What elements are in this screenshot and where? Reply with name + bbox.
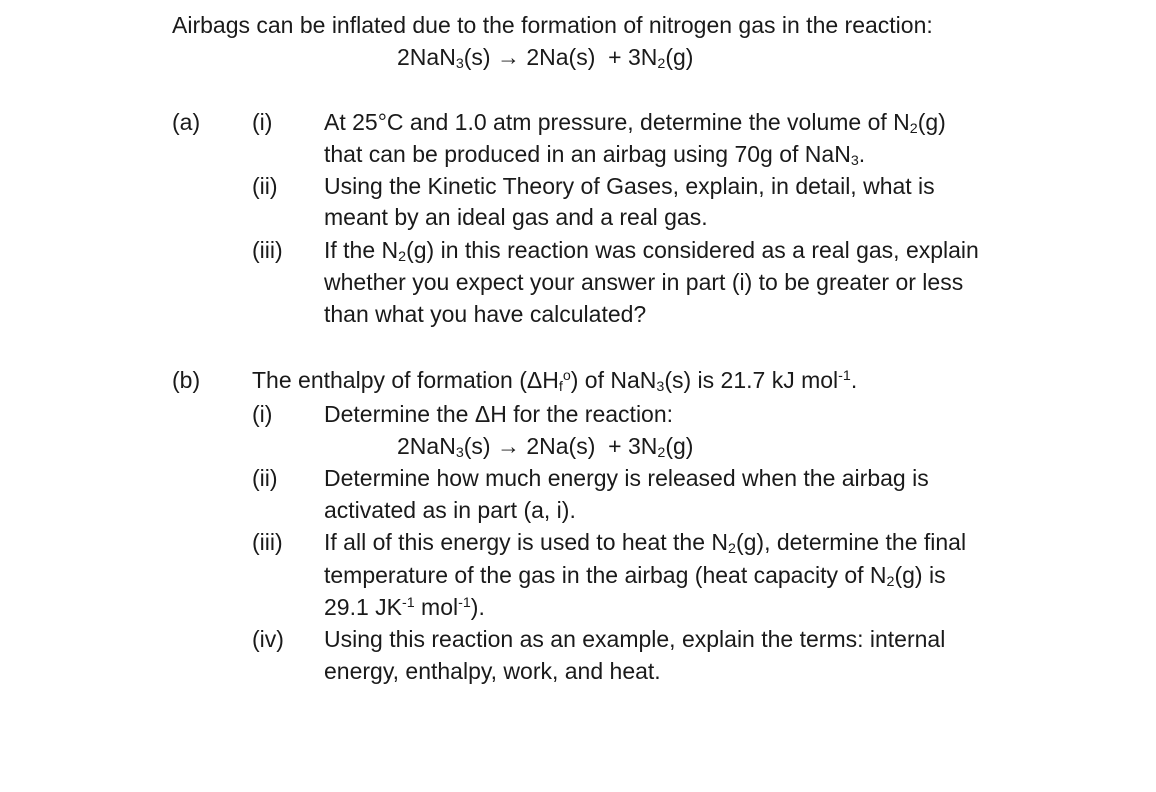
part-a-iii-line3: than what you have calculated? [324, 301, 647, 327]
part-b-iii-num: (iii) [252, 529, 283, 555]
part-b-intro: The enthalpy of formation $(\Delta H_f^o)$ of NaN$_3$(s) is 21.7 kJ mol$^{-1}$. [252, 367, 858, 396]
intro-text: Airbags can be inflated due to the formation of nitrogen gas in the reaction: [172, 12, 933, 38]
eq-product-sodium: 2Na(s) [526, 44, 596, 70]
part-a-ii-num: (ii) [252, 173, 278, 199]
part-b-iv-line2: energy, enthalpy, work, and heat. [324, 658, 661, 684]
reaction-equation-repeat [397, 433, 694, 462]
part-a-i-line1: At 25°C and 1.0 atm pressure, determine the volume of $N_2(g)$ [324, 109, 946, 138]
part-b-iii-line2: temperature of the gas in the airbag (heat capacity of $N_2(g)$ is [324, 562, 946, 591]
part-b-label: (b) [172, 367, 201, 393]
part-b-iii-line3: 29.1 $JK^{-1}$ mol$^{-1}$). [324, 594, 485, 620]
part-a-i-num: (i) [252, 109, 273, 135]
part-b-iv-num: (iv) [252, 626, 284, 652]
part-b-ii-line1: Determine how much energy is released when the airbag is [324, 465, 929, 491]
part-a-i-line2: that can be produced in an airbag using 70g of NaN$_3$. [324, 141, 866, 170]
part-a-iii-line1: If the $N_2(g)$ in this reaction was considered as a real gas, explain [324, 237, 979, 266]
part-a-ii-line1: Using the Kinetic Theory of Gases, explain, in detail, what is [324, 173, 935, 199]
part-b-i-num: (i) [252, 401, 273, 427]
eq-product-nitrogen: + $3N_2(g)$ [608, 44, 694, 73]
eq-reactant: 2NaN$_3$(s) [397, 44, 491, 73]
eq2-arrow: → [496, 433, 520, 459]
eq2-product-nitrogen: + $3N_2(g)$ [608, 433, 694, 462]
part-a-label: (a) [172, 109, 201, 135]
part-a-ii-line2: meant by an ideal gas and a real gas. [324, 204, 708, 230]
eq-arrow: → [496, 44, 520, 70]
eq2-product-sodium: 2Na(s) [526, 433, 596, 459]
part-b-ii-num: (ii) [252, 465, 278, 491]
part-a-iii-num: (iii) [252, 237, 283, 263]
part-a-iii-line2: whether you expect your answer in part (i) to be greater or less [324, 269, 964, 295]
reaction-equation [397, 44, 694, 73]
part-b-iv-line1: Using this reaction as an example, explain the terms: internal [324, 626, 946, 652]
part-b-iii-line1: If all of this energy is used to heat the $N_2(g)$, determine the final [324, 529, 967, 558]
eq2-reactant: 2NaN$_3$(s) [397, 433, 491, 462]
part-b-ii-line2: activated as in part (a, i). [324, 497, 576, 523]
part-b-i-text: Determine the ΔH for the reaction: [324, 401, 674, 427]
